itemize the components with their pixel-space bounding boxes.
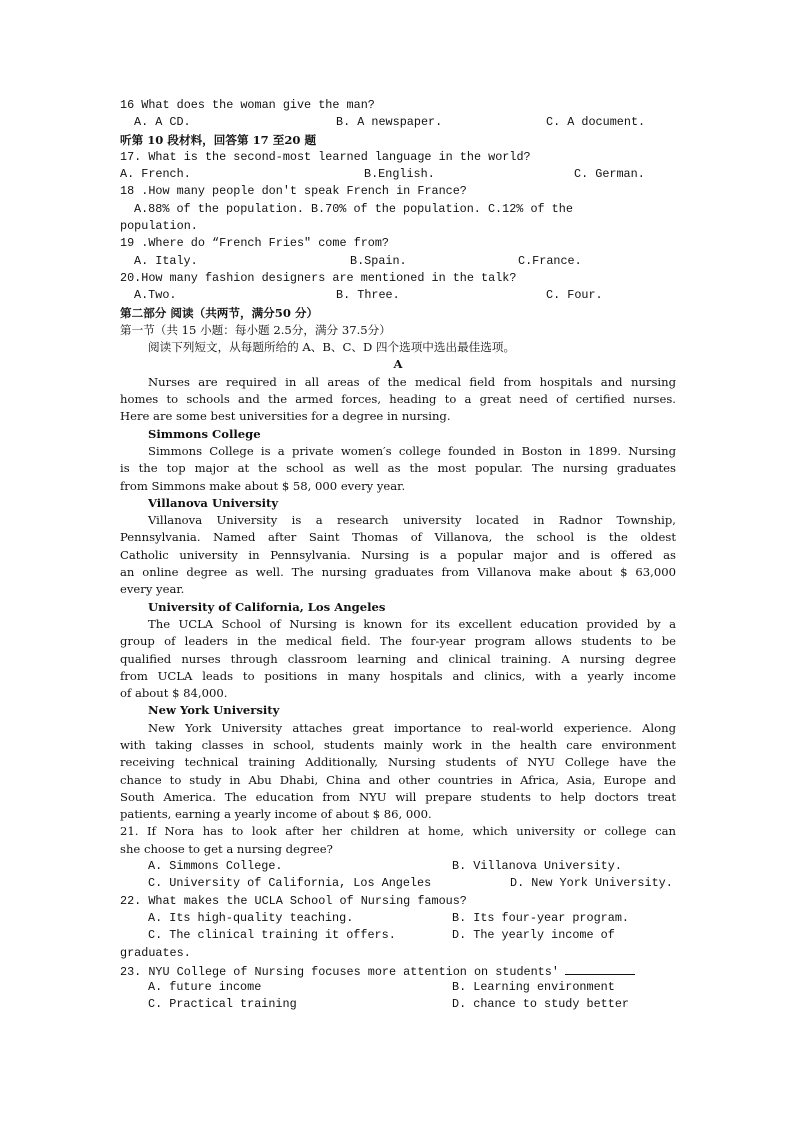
option-17b[interactable]: B.English. bbox=[364, 167, 435, 182]
options-22-cd bbox=[120, 927, 676, 944]
option-20a[interactable]: A.Two. bbox=[134, 288, 177, 303]
simmons-line: Simmons College is a private women′s college founded in Boston in 1899. Nursing bbox=[148, 443, 676, 458]
ucla-line: The UCLA School of Nursing is known for its excellent education provided by a bbox=[148, 616, 676, 631]
nyu-heading: New York University bbox=[148, 703, 280, 718]
option-23d[interactable]: D. chance to study better bbox=[452, 997, 629, 1012]
ucla-line: from UCLA leads to positions in many hospitals and clinics, with a yearly income bbox=[120, 668, 676, 683]
villanova-line: Pennsylvania. Named after Saint Thomas of Villanova, the school is the oldest bbox=[120, 530, 676, 545]
options-18[interactable]: A.88% of the population. B.70% of the population. C.12% of the bbox=[134, 201, 573, 216]
villanova-heading: Villanova University bbox=[148, 495, 279, 510]
option-22a[interactable]: A. Its high-quality teaching. bbox=[148, 910, 354, 925]
question-18: 18 .How many people don′t speak French in France? bbox=[120, 184, 467, 199]
option-16b[interactable]: B. A newspaper. bbox=[336, 115, 443, 130]
options-23-ab bbox=[120, 979, 676, 996]
question-20: 20.How many fashion designers are mentioned in the talk? bbox=[120, 270, 517, 285]
intro-line: Here are some best universities for a degree in nursing. bbox=[120, 409, 451, 424]
option-22d[interactable]: D. The yearly income of bbox=[452, 928, 615, 943]
options-21-ab bbox=[120, 858, 676, 875]
section-one-title: 第一节（共 15 小题：每小题 2.5分，满分 37.5分） bbox=[120, 322, 391, 337]
options-23-cd bbox=[120, 996, 676, 1013]
option-21a[interactable]: A. Simmons College. bbox=[148, 859, 283, 874]
simmons-line: from Simmons make about $ 58, 000 every year. bbox=[120, 478, 406, 493]
options-20 bbox=[120, 287, 676, 304]
option-21d[interactable]: D. New York University. bbox=[510, 876, 673, 891]
part-two-title: 第二部分 阅读（共两节，满分50 分） bbox=[120, 305, 319, 320]
simmons-line: is the top major at the school as well as the most popular. The nursing graduates bbox=[120, 461, 676, 476]
villanova-line: an online degree as well. The nursing graduates from Villanova make about $ 63,000 bbox=[120, 565, 676, 580]
question-21-continued: she choose to get a nursing degree? bbox=[120, 841, 333, 856]
option-19b[interactable]: B.Spain. bbox=[350, 253, 407, 268]
option-21c[interactable]: C. University of California, Los Angeles bbox=[148, 876, 432, 891]
question-21: 21. If Nora has to look after her children at home, which university or college can bbox=[120, 824, 676, 839]
nyu-line: receiving technical training Additionally, Nursing students of NYU College have the bbox=[120, 755, 676, 770]
options-16 bbox=[120, 114, 676, 131]
option-22d-continued: graduates. bbox=[120, 945, 191, 960]
option-19c[interactable]: C.France. bbox=[518, 253, 582, 268]
options-19 bbox=[120, 253, 676, 270]
villanova-line: every year. bbox=[120, 582, 185, 597]
nyu-line: with taking classes in school, students mainly work in the health care environment bbox=[120, 737, 676, 752]
nyu-line: South America. The education from NYU will prepare students to help doctors treat bbox=[120, 789, 676, 804]
option-23a[interactable]: A. future income bbox=[148, 980, 262, 995]
options-18-continued: population. bbox=[120, 219, 198, 234]
option-16c[interactable]: C. A document. bbox=[546, 115, 646, 130]
villanova-line: Catholic university in Pennsylvania. Nursing is a popular major and is offered as bbox=[120, 547, 676, 562]
option-19a[interactable]: A. Italy. bbox=[134, 253, 198, 268]
option-20b[interactable]: B. Three. bbox=[336, 288, 400, 303]
options-22-ab bbox=[120, 910, 676, 927]
intro-line: Nurses are required in all areas of the medical field from hospitals and nursing bbox=[148, 374, 676, 389]
ucla-heading: University of California, Los Angeles bbox=[148, 599, 386, 614]
nyu-line: patients, earning a yearly income of about $ 86, 000. bbox=[120, 807, 432, 822]
simmons-heading: Simmons College bbox=[148, 426, 261, 441]
question-17: 17. What is the second-most learned language in the world? bbox=[120, 149, 531, 164]
ucla-line: of about $ 84,000. bbox=[120, 686, 228, 701]
option-16a[interactable]: A. A CD. bbox=[134, 115, 191, 130]
answer-blank bbox=[565, 962, 635, 975]
option-23c[interactable]: C. Practical training bbox=[148, 997, 297, 1012]
option-17c[interactable]: C. German. bbox=[574, 167, 645, 182]
reading-instruction: 阅读下列短文，从每题所给的 A、B、C、D 四个选项中选出最佳选项。 bbox=[148, 340, 516, 355]
options-21-cd bbox=[120, 875, 676, 892]
question-23 bbox=[120, 962, 676, 979]
option-20c[interactable]: C. Four. bbox=[546, 288, 603, 303]
options-17 bbox=[120, 166, 676, 183]
option-22c[interactable]: C. The clinical training it offers. bbox=[148, 928, 396, 943]
option-21b[interactable]: B. Villanova University. bbox=[452, 859, 622, 874]
ucla-line: qualified nurses through classroom learning and clinical training. A nursing degree bbox=[120, 651, 676, 666]
villanova-line: Villanova University is a research university located in Radnor Township, bbox=[148, 513, 676, 528]
question-16: 16 What does the woman give the man? bbox=[120, 98, 375, 112]
nyu-line: chance to study in Abu Dhabi, China and other countries in Africa, Asia, Europe and bbox=[120, 772, 676, 787]
passage-label: A bbox=[393, 357, 403, 372]
section-heading-10: 听第 10 段材料，回答第 17 至20 题 bbox=[120, 132, 317, 147]
ucla-line: group of leaders in the medical field. The four-year program allows students to be bbox=[120, 634, 676, 649]
question-22: 22. What makes the UCLA School of Nursing famous? bbox=[120, 893, 467, 908]
option-22b[interactable]: B. Its four-year program. bbox=[452, 910, 629, 925]
option-23b[interactable]: B. Learning environment bbox=[452, 980, 615, 995]
nyu-line: New York University attaches great importance to real-world experience. Along bbox=[148, 720, 676, 735]
question-19: 19 .Where do “French Fries″ come from? bbox=[120, 236, 390, 251]
option-17a[interactable]: A. French. bbox=[120, 167, 191, 182]
document-page bbox=[120, 97, 676, 1014]
question-23-text: 23. NYU College of Nursing focuses more attention on students′ bbox=[120, 964, 559, 979]
intro-line: homes to schools and the armed forces, heading to a great need of certified nurses. bbox=[120, 392, 676, 407]
